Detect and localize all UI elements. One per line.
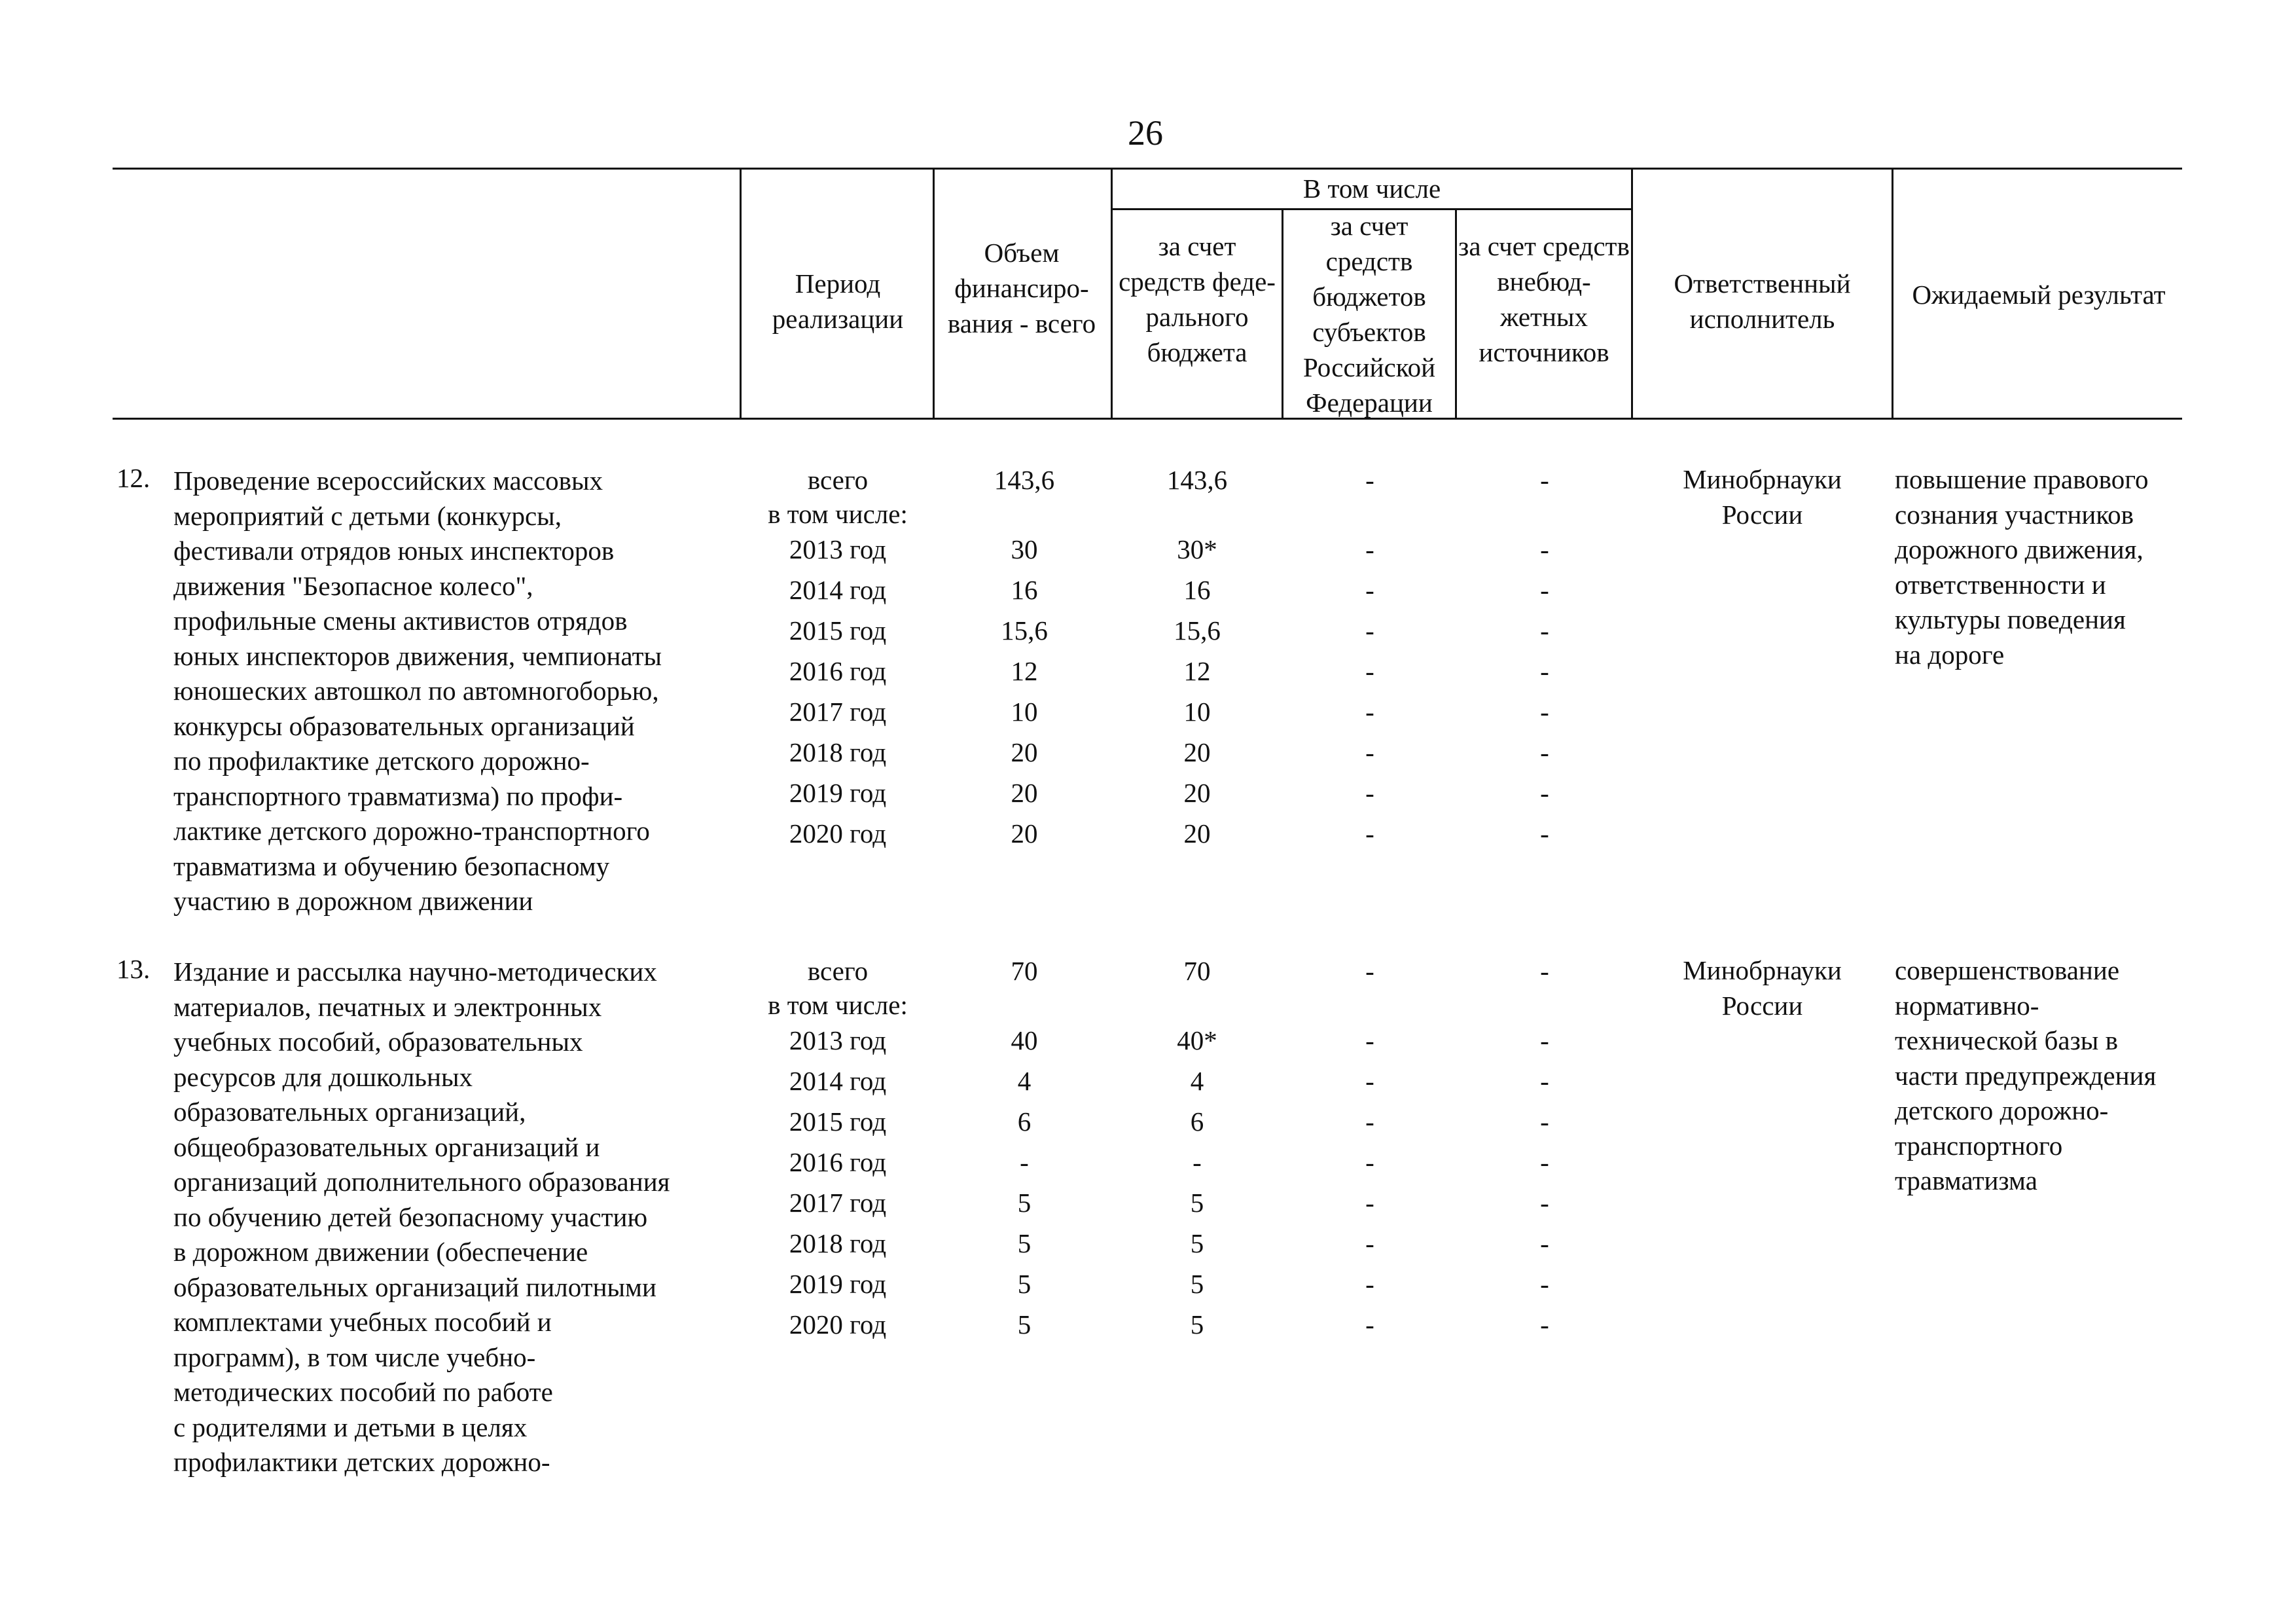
header-federal: за счет средств феде- рального бюджета [1119, 231, 1276, 367]
extrabudget-value: - [1540, 465, 1549, 495]
description-line: юношеских автошкол по автомногоборью, [173, 676, 659, 706]
col-divider [740, 168, 742, 420]
total-value: 10 [1011, 697, 1038, 727]
federal-value: 40* [1177, 1025, 1217, 1055]
header-result: Ожидаемый результат [1912, 280, 2166, 310]
period-year: 2019 год [789, 778, 887, 808]
description-line: мероприятий с детьми (конкурсы, [173, 500, 562, 531]
regional-value: - [1365, 575, 1374, 605]
extrabudget-value: - [1540, 615, 1549, 646]
header-total: Объем финансиро- вания - всего [947, 238, 1096, 338]
result-line: транспортного [1895, 1130, 2063, 1161]
period-year: 2017 год [789, 1188, 887, 1218]
extrabudget-value: - [1540, 1228, 1549, 1258]
regional-value: - [1365, 465, 1374, 495]
description-line: движения "Безопасное колесо", [173, 570, 533, 601]
executor [1633, 953, 1892, 1023]
regional-value: - [1365, 737, 1374, 767]
extrabudget-value: - [1540, 575, 1549, 605]
federal-value: 143,6 [1166, 465, 1228, 495]
regional-value: - [1365, 1147, 1374, 1177]
regional-value: - [1365, 1269, 1374, 1299]
result-line: культуры поведения [1895, 604, 2126, 634]
total-value: 5 [1017, 1188, 1031, 1218]
header-executor: Ответственный исполнитель [1674, 268, 1851, 334]
period-year: 2013 год [789, 534, 887, 564]
result-line: ответственности и [1895, 569, 2106, 600]
result-line: травматизма [1895, 1165, 2037, 1195]
description-line: ресурсов для дошкольных [173, 1061, 473, 1092]
description-line: фестивали отрядов юных инспекторов [173, 536, 615, 566]
federal-value: 16 [1183, 575, 1211, 605]
extrabudget-value: - [1540, 1309, 1549, 1340]
executor-line: России [1721, 990, 1803, 1021]
federal-value: 30* [1177, 534, 1217, 564]
period-year: 2018 год [789, 1228, 887, 1258]
executor-line: Минобрнауки [1683, 464, 1842, 494]
federal-value: 5 [1190, 1228, 1204, 1258]
federal-value: 5 [1190, 1269, 1204, 1299]
result-line: сознания участников [1895, 499, 2134, 530]
result-line: дорожного движения, [1895, 534, 2144, 564]
period-year: 2013 год [789, 1025, 887, 1055]
description-line: по профилактике детского дорожно- [173, 746, 590, 776]
result-line: нормативно- [1895, 990, 2039, 1021]
federal-value: 5 [1190, 1309, 1204, 1340]
description-line: комплектами учебных пособий и [173, 1307, 552, 1337]
period-year: 2014 год [789, 575, 887, 605]
col-divider [933, 168, 935, 420]
description-line: общеобразовательных организаций и [173, 1131, 600, 1162]
result-line: на дороге [1895, 639, 2005, 670]
federal-value: 15,6 [1174, 615, 1221, 646]
description-line: лактике детского дорожно-транспортного [173, 816, 650, 846]
expected-result [1895, 953, 2156, 1199]
federal-value: 10 [1183, 697, 1211, 727]
total-value: 20 [1011, 778, 1038, 808]
description-line: с родителями и детьми в целях [173, 1412, 528, 1442]
extrabudget-value: - [1540, 737, 1549, 767]
regional-value: - [1365, 1188, 1374, 1218]
regional-value: - [1365, 1228, 1374, 1258]
regional-value: - [1365, 956, 1374, 986]
description-line: образовательных организаций пилотными [173, 1271, 656, 1302]
regional-value: - [1365, 1025, 1374, 1055]
description-line: в дорожном движении (обеспечение [173, 1237, 588, 1267]
period-including-label: в том числе: [768, 990, 908, 1020]
regional-value: - [1365, 615, 1374, 646]
total-value: 16 [1011, 575, 1038, 605]
executor-line: Минобрнауки [1683, 955, 1842, 985]
federal-value: 5 [1190, 1188, 1204, 1218]
extrabudget-value: - [1540, 1188, 1549, 1218]
extrabudget-value: - [1540, 1147, 1549, 1177]
federal-value: 20 [1183, 737, 1211, 767]
extrabudget-value: - [1540, 656, 1549, 686]
total-value: 5 [1017, 1309, 1031, 1340]
period-year: 2016 год [789, 1147, 887, 1177]
table-header-bottom-rule [113, 418, 2182, 420]
expected-result [1895, 462, 2149, 672]
period-year: 2018 год [789, 737, 887, 767]
result-line: технической базы в [1895, 1025, 2118, 1055]
description-line: профильные смены активистов отрядов [173, 606, 628, 636]
total-value: 5 [1017, 1269, 1031, 1299]
period-total-label: всего [807, 956, 869, 986]
total-value: 4 [1017, 1066, 1031, 1096]
federal-value: - [1193, 1147, 1202, 1177]
description-line: Проведение всероссийских массовых [173, 465, 603, 496]
period-year: 2014 год [789, 1066, 887, 1096]
result-line: детского дорожно- [1895, 1095, 2109, 1125]
header-including: В том числе [1302, 173, 1441, 204]
regional-value: - [1365, 1106, 1374, 1137]
regional-value: - [1365, 697, 1374, 727]
extrabudget-value: - [1540, 534, 1549, 564]
total-value: 5 [1017, 1228, 1031, 1258]
description-line: профилактики детских дорожно- [173, 1447, 550, 1477]
result-line: совершенствование [1895, 955, 2120, 985]
executor [1633, 462, 1892, 532]
extrabudget-value: - [1540, 1106, 1549, 1137]
regional-value: - [1365, 534, 1374, 564]
result-line: повышение правового [1895, 464, 2149, 494]
description-line: организаций дополнительного образования [173, 1167, 670, 1197]
federal-value: 70 [1183, 956, 1211, 986]
regional-value: - [1365, 1309, 1374, 1340]
federal-value: 6 [1190, 1106, 1204, 1137]
period-year: 2017 год [789, 697, 887, 727]
regional-value: - [1365, 778, 1374, 808]
header-extrabudget: за счет средств внебюд- жетных источников [1458, 231, 1630, 367]
period-year: 2015 год [789, 1106, 887, 1137]
extrabudget-value: - [1540, 778, 1549, 808]
regional-value: - [1365, 656, 1374, 686]
row-description [173, 955, 670, 1480]
regional-value: - [1365, 818, 1374, 848]
period-total-label: всего [807, 465, 869, 495]
total-value: 70 [1011, 956, 1038, 986]
result-line: части предупреждения [1895, 1060, 2157, 1091]
total-value: 143,6 [994, 465, 1055, 495]
period-including-label: в том числе: [768, 499, 908, 529]
period-year: 2020 год [789, 1309, 887, 1340]
federal-value: 4 [1190, 1066, 1204, 1096]
extrabudget-value: - [1540, 956, 1549, 986]
description-line: методических пособий по работе [173, 1377, 553, 1407]
total-value: 20 [1011, 818, 1038, 848]
description-line: Издание и рассылка научно-методических [173, 957, 657, 987]
description-line: учебных пособий, образовательных [173, 1027, 583, 1057]
description-line: юных инспекторов движения, чемпионаты [173, 640, 662, 671]
extrabudget-value: - [1540, 1066, 1549, 1096]
row-description [173, 464, 662, 919]
description-line: по обучению детей безопасному участию [173, 1201, 648, 1232]
period-year: 2019 год [789, 1269, 887, 1299]
page-number: 26 [1128, 113, 1163, 153]
description-line: травматизма и обучению безопасному [173, 850, 610, 881]
total-value: - [1020, 1147, 1029, 1177]
federal-value: 20 [1183, 778, 1211, 808]
federal-value: 12 [1183, 656, 1211, 686]
regional-value: - [1365, 1066, 1374, 1096]
row-number: 13. [117, 954, 151, 984]
header-regional: за счет средств бюджетов субъектов Российской Федерации [1302, 211, 1436, 418]
extrabudget-value: - [1540, 1269, 1549, 1299]
row-number: 12. [117, 463, 151, 493]
description-line: участию в дорожном движении [173, 886, 533, 916]
total-value: 30 [1011, 534, 1038, 564]
extrabudget-value: - [1540, 818, 1549, 848]
col-divider [1892, 168, 1893, 420]
description-line: конкурсы образовательных организаций [173, 710, 635, 741]
total-value: 15,6 [1001, 615, 1048, 646]
extrabudget-value: - [1540, 697, 1549, 727]
total-value: 12 [1011, 656, 1038, 686]
header-period: Период реализации [772, 268, 904, 334]
executor-line: России [1721, 499, 1803, 530]
period-year: 2020 год [789, 818, 887, 848]
extrabudget-value: - [1540, 1025, 1549, 1055]
total-value: 20 [1011, 737, 1038, 767]
total-value: 6 [1017, 1106, 1031, 1137]
federal-value: 20 [1183, 818, 1211, 848]
period-year: 2015 год [789, 615, 887, 646]
description-line: материалов, печатных и электронных [173, 991, 602, 1022]
total-value: 40 [1011, 1025, 1038, 1055]
period-year: 2016 год [789, 656, 887, 686]
description-line: транспортного травматизма) по профи- [173, 780, 623, 811]
col-divider [1282, 208, 1283, 420]
description-line: программ), в том числе учебно- [173, 1341, 536, 1372]
description-line: образовательных организаций, [173, 1097, 526, 1127]
col-divider [1631, 168, 1633, 420]
